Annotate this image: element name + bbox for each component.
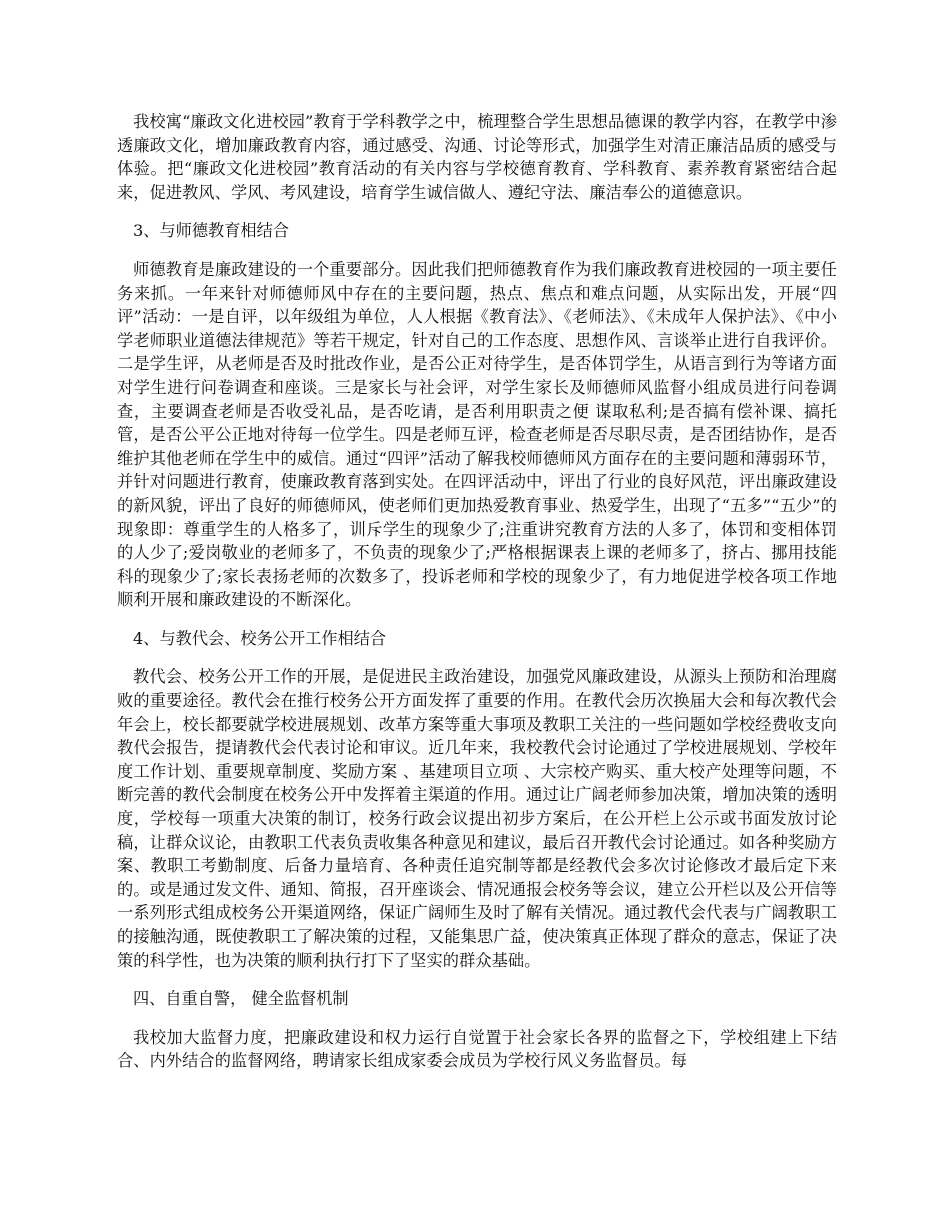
heading-staff-congress: 4、与教代会、校务公开工作相结合 <box>133 628 387 648</box>
heading-supervision: 四、自重自警， 健全监督机制 <box>133 989 349 1009</box>
heading-teacher-ethics: 3、与师德教育相结合 <box>133 221 289 241</box>
paragraph-integrity-culture: 我校寓“廉政文化进校园”教育于学科教学之中，梳理整合学生思想品德课的教学内容，在教学中渗透廉政文化，增加廉政教育内容，通过感受、沟通、讨论等形式，加强学生对清正廉洁品质的感受与体验。把“廉政文化进校园”教育活动的有关内容与学校德育教育、学科教育、素养教育紧密结合起来，促进教风、学风、考风建设，培育学生诚信做人、遵纪守法、廉洁奉公的道德意识。 <box>117 112 837 202</box>
document-page <box>117 110 837 1073</box>
paragraph-supervision: 我校加大监督力度，把廉政建设和权力运行自觉置于社会家长各界的监督之下，学校组建上下结合、内外结合的监督网络，聘请家长组成家委会成员为学校行风义务监督员。每 <box>117 1027 837 1071</box>
paragraph-teacher-ethics: 师德教育是廉政建设的一个重要部分。因此我们把师德教育作为我们廉政教育进校园的一项主要任务来抓。一年来针对师德师风中存在的主要问题，热点、焦点和难点问题，从实际出发，开展“四评”活动：一是自评，以年级组为单位，人人根据《教育法》、《老师法》、《未成年人保护法》、《中小学老师职业道德法律规范》等若干规定，针对自己的工作态度、思想作风、言谈举止进行自我评价。二是学生评，从老师是否及时批改作业，是否公正对待学生，是否体罚学生，从语言到行为等诸方面对学生进行问卷调查和座谈。三是家长与社会评，对学生家长及师德师风监督小组成员进行问卷调查，主要调查老师是否收受礼品，是否吃请，是否利用职责之便 谋取私利;是否搞有偿补课、搞托管，是否公平公正地对待每一位学生。四是老师互评，检查老师是否尽职尽责，是否团结协作，是否维护其他老师在学生中的威信。通过“四评”活动了解我校师德师风方面存在的主要问题和薄弱环节，并针对问题进行教育，使廉政教育落到实处。在四评活动中，评出了行业的良好风范，评出廉政建设的新风貌，评出了良好的师德师风，使老师们更加热爱教育事业、热爱学生，出现了“五多”“五少”的现象即：尊重学生的人格多了，训斥学生的现象少了;注重讲究教育方法的人多了，体罚和变相体罚的人少了;爱岗敬业的老师多了，不负责的现象少了;严格根据课表上课的老师多了，挤占、挪用技能科的现象少了;家长表扬老师的次数多了，投诉老师和学校的现象少了，有力地促进学校各项工作地顺利开展和廉政建设的不断深化。 <box>117 259 837 610</box>
paragraph-staff-congress: 教代会、校务公开工作的开展，是促进民主政治建设，加强党风廉政建设，从源头上预防和治理腐败的重要途径。教代会在推行校务公开方面发挥了重要的作用。在教代会历次换届大会和每次教代会年会上，校长都要就学校进展规划、改革方案等重大事项及教职工关注的一些问题如学校经费收支向教代会报告，提请教代会代表讨论和审议。近几年来，我校教代会讨论通过了学校进展规划、学校年度工作计划、重要规章制度、奖励方案 、基建项目立项 、大宗校产购买、重大校产处理等问题，不断完善的教代会制度在校务公开中发挥着主渠道的作用。通过让广阔老师参加决策，增加决策的透明度，学校每一项重大决策的制订，校务行政会议提出初步方案后，在公开栏上公示或书面发放讨论稿，让群众议论，由教职工代表负责收集各种意见和建议，最后召开教代会讨论通过。如各种奖励方案、教职工考勤制度、后备力量培育、各种责任追究制等都是经教代会多次讨论修改才最后定下来的。或是通过发文件、通知、简报，召开座谈会、情况通报会校务等会议，建立公开栏以及公开信等一系列形式组成校务公开渠道网络，保证广阔师生及时了解有关情况。通过教代会代表与广阔教职工的接触沟通，既使教职工了解决策的过程，又能集思广益，使决策真正体现了群众的意志，保证了决策的科学性，也为决策的顺利执行打下了坚实的群众基础。 <box>117 667 837 970</box>
